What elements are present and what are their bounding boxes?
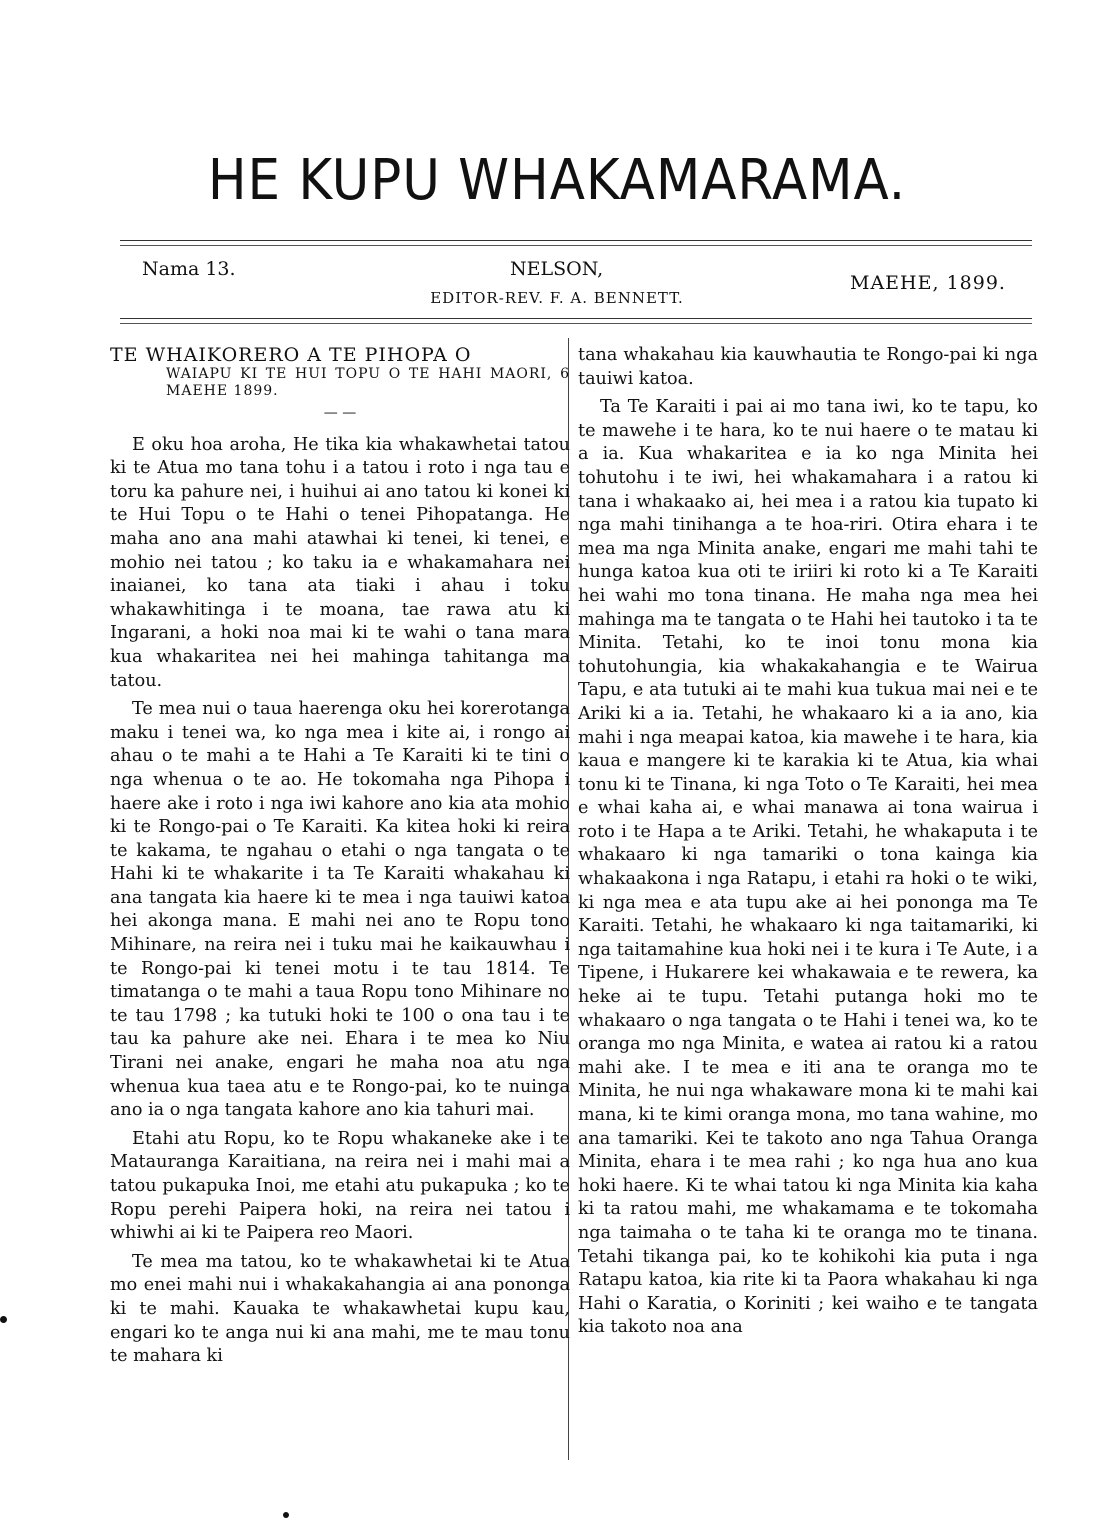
left-column <box>110 344 570 1369</box>
article-subheading: WAIAPU KI TE HUI TOPU O TE HAHI MAORI, 6 MAEHE 1899. <box>166 366 570 399</box>
editor-line: EDITOR-REV. F. A. BENNETT. <box>430 289 684 307</box>
header-rule-top-inner <box>120 245 1032 246</box>
header-rule-top <box>120 240 1032 241</box>
header-rule-bottom-inner <box>120 323 1032 324</box>
paragraph: Te mea ma tatou, ko te whakawhetai ki te Atua mo enei mahi nui i whakakahangia ai ana pononga ki te mahi. Kauaka te whakawhetai kupu kau, engari ko te anga nui ki ana mahi, me te mau tonu te mahara ki <box>110 1251 570 1367</box>
issue-number: Nama 13. <box>142 258 236 280</box>
margin-mark <box>0 1316 7 1323</box>
issue-place: NELSON, <box>510 258 604 280</box>
masthead-title: HE KUPU WHAKAMARAMA. <box>207 148 907 213</box>
right-column <box>578 344 1038 1340</box>
header-rule-bottom <box>120 318 1032 319</box>
issue-date: MAEHE, 1899. <box>850 272 1006 294</box>
paragraph: E oku hoa aroha, He tika kia whakawhetai tatou ki te Atua mo tana tohu i a tatou i roto i nga tau e toru ka pahure nei, i huihui ai ano tatou ki konei ki te Hui Topu o te Hahi o tenei Pihopatanga. He maha ano ana mahi atawhai ki tenei, ki tenei, e mohio nei tatou ; ko taku ia e whakamahara nei inaianei, ko tana ata tiaki i ahau i toku whakawhitinga i te moana, tae rawa atu ki Ingarani, a hoki noa mai ki te wahi o tana mara kua whakaritea nei hei mahinga tahitanga ma tatou. <box>110 434 570 691</box>
paragraph: Ta Te Karaiti i pai ai mo tana iwi, ko te tapu, ko te mawehe i te hara, ko te nui haere o te matau ki a ia. Kua whakaritea e ia ko nga Minita hei tohutohu i te iwi, hei whakamahara i a ratou ki tana i whakaako ai, hei mea i a ratou kia tupato ki nga mahi tinihanga a te hoa-riri. Otira ehara i te mea ma nga Minita anake, engari me mahi tahi te hunga katoa kua oti te iriiri ki roto ki a Te Karaiti hei wahi mo tona tinana. He maha nga mea hei mahinga ma te tangata o te Hahi hei tautoko i ta te Minita. Tetahi, ko te inoi tonu mona kia tohutohungia, kia whakakahangia e te Wairua Tapu, e ata tutuki ai te mahi kua tukua mai nei e te Ariki ki a ia. Tetahi, he whakaaro ki a ia ano, kia mahi i nga meapai katoa, kia mawehe i te hara, kia kaua e mangere ki te karakia ki te Atua, kia whai tonu ki te Tinana, ki nga Toto o Te Karaiti, hei mea e whai kaha ai, e whai manawa ai tona wairua i roto i te Hapa a te Ariki. Tetahi, he whakaputa i te whakaaro ki nga tamariki o tona kainga kia whakaakona i nga Ratapu, i etahi ra hoki o te wiki, ki nga mea e ata tupu ake ai hei pononga ma Te Karaiti. Tetahi, he whakaaro ki nga taitamariki, ki nga taitamahine kua hoki nei i te kura i Te Aute, i a Tipene, i Hukarere kei whakawaia e te rewera, ka heke ai te tupu. Tetahi putanga hoki mo te whakaaro o nga tangata o te Hahi i tenei wa, ko te oranga mo nga Minita, e watea ai ratou ki a ratou mahi ake. I te mea e iti ana te oranga mo te Minita, he nui nga whakaware mona ki te mahi kai mana, ki te kimi oranga mona, mo tana wahine, mo ana tamariki. Kei te takoto ano nga Tahua Oranga Minita, ehara i te mea rahi ; ko nga hua ano kua hoki haere. Ki te whai tatou ki nga Minita kia kaha ki ta ratou mahi, me whakamama e te tokomaha nga taimaha o te taha ki te oranga mo te tinana. Tetahi tikanga pai, ko te kohikohi kia puta i nga Ratapu katoa, kia rite ki ta Paora whakahau ki nga Hahi o Karatia, o Koriniti ; kei waiho e te tangata kia takoto noa ana <box>578 397 1038 1338</box>
paragraph: Te mea nui o taua haerenga oku hei korerotanga maku i tenei wa, ko nga mea i kite ai, i rongo ai ahau o te mahi a te Hahi a Te Karaiti ki te tini o nga whenua o te ao. He tokomaha nga Pihopa i haere ake i roto i nga iwi kahore ano kia ata mohio ki te Rongo-pai o Te Karaiti. Ka kitea hoki ki reira te kakama, te ngahau o etahi o nga tangata o te Hahi ki te whakarite i ta Te Karaiti whakahau ki ana tangata kia haere ki te mea i nga tauiwi katoa hei akonga mana. E mahi nei ano te Ropu tono Mihinare, na reira nei i tuku mai he kaikauwhau i te Rongo-pai ki tenei motu i te tau 1814. Te timatanga o te mahi a taua Ropu tono Mihinare no te tau 1798 ; ka tutuki hoki te 100 o ona tau i te tau ka pahure ake nei. Ehara i te mea ko Niu Tirani nei anake, engari he maha noa atu nga whenua kua taea atu e te Rongo-pai, ko te nuinga ano ia o nga tangata kahore ano kia tahuri mai. <box>110 699 570 1121</box>
paragraph: Etahi atu Ropu, ko te Ropu whakaneke ake i te Matauranga Karaitiana, na reira nei i mahi mai a tatou pukapuka Inoi, me etahi atu pukapuka ; ko te Ropu perehi Paipera hoki, na reira nei tatou i whiwhi ai ki te Paipera reo Maori. <box>110 1128 570 1244</box>
article-heading: TE WHAIKORERO A TE PIHOPA O <box>110 344 472 366</box>
heading-separator: — — <box>323 405 357 421</box>
page-mark <box>283 1512 289 1518</box>
paragraph: tana whakahau kia kauwhautia te Rongo-pai ki nga tauiwi katoa. <box>578 345 1038 389</box>
